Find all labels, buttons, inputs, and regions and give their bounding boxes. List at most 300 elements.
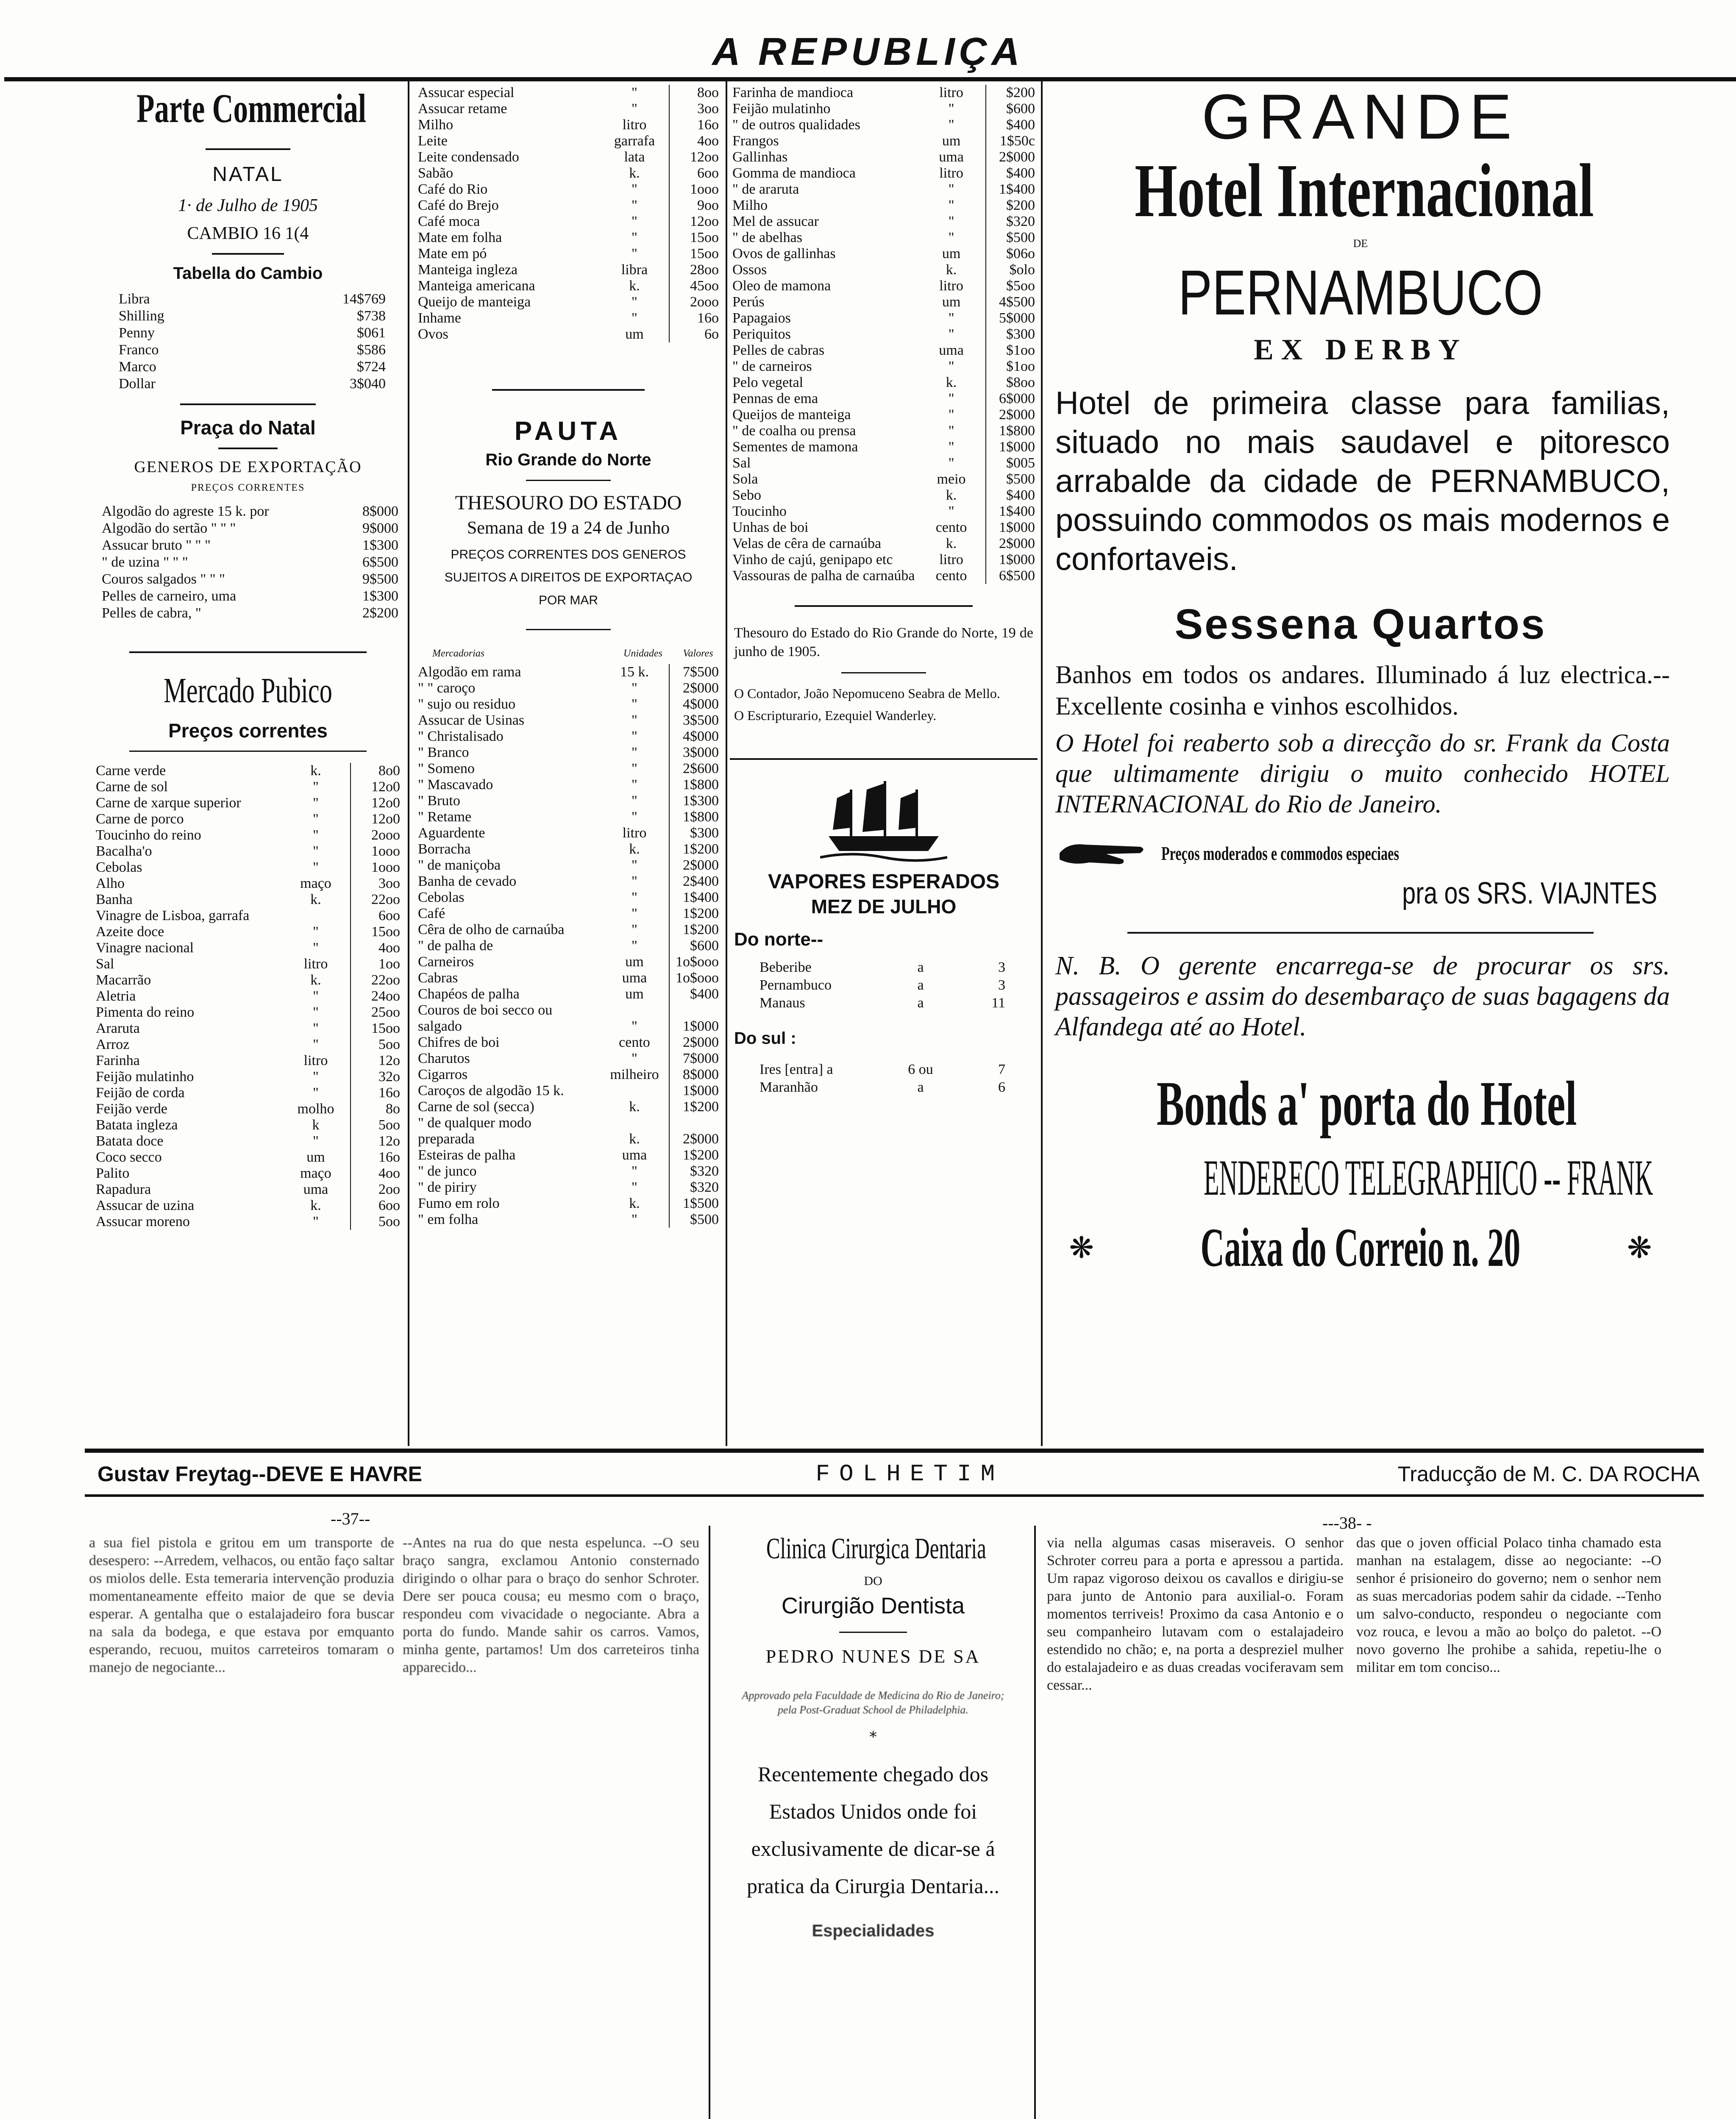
item-price: 1o$ooo bbox=[669, 970, 721, 986]
item-name: Farinha de mandioca bbox=[732, 85, 854, 100]
item-price: $320 bbox=[986, 214, 1038, 230]
table-row bbox=[93, 1214, 403, 1230]
divider bbox=[218, 448, 278, 449]
item-name: " Mascavado bbox=[418, 777, 493, 793]
item-name: Assucar retame bbox=[418, 101, 507, 117]
pauta-subtitle: Rio Grande do Norte bbox=[485, 450, 651, 469]
item-unit: " bbox=[632, 230, 637, 245]
table-row bbox=[730, 230, 1038, 246]
dentist-credentials: Approvado pela Faculdade de Medicina do Rio de Janeiro; pela Post-Graduat School de Philadelphia. bbox=[742, 1689, 1004, 1716]
item-price: 16o bbox=[669, 310, 721, 326]
item-unit: " bbox=[632, 246, 637, 261]
item-price: 1$200 bbox=[669, 841, 721, 857]
item-price: 4oo bbox=[351, 940, 403, 956]
item-unit: " bbox=[948, 310, 954, 326]
table-row bbox=[730, 536, 1038, 552]
item-unit: um bbox=[625, 986, 644, 1002]
table-row bbox=[93, 1037, 403, 1053]
table-row bbox=[415, 1212, 721, 1228]
item-unit: " bbox=[632, 696, 637, 712]
table-row bbox=[415, 745, 721, 761]
page-number: ---38- - bbox=[1322, 1513, 1372, 1532]
table-row bbox=[730, 471, 1038, 487]
item-unit: " bbox=[948, 391, 954, 406]
section-title: Parte Commercial bbox=[136, 86, 367, 131]
hotel-rooms: Sessena Quartos bbox=[1174, 601, 1547, 648]
column-rule bbox=[709, 1526, 710, 2119]
week-label: Semana de 19 a 24 de Junho bbox=[467, 518, 670, 538]
table-row bbox=[93, 956, 403, 972]
item-price: 2$000 bbox=[669, 1034, 721, 1051]
table-row bbox=[415, 1099, 721, 1115]
item-price: 12oo bbox=[669, 149, 721, 165]
item-name: Carne de sol bbox=[96, 779, 168, 795]
item-unit: " bbox=[632, 777, 637, 793]
item-unit: " bbox=[313, 827, 319, 843]
item-name: Cebolas bbox=[418, 890, 465, 905]
item-name: " de abelhas bbox=[732, 230, 802, 245]
item-price: 6o bbox=[669, 326, 721, 342]
table-row bbox=[730, 85, 1038, 101]
item-name: Azeite doce bbox=[96, 924, 164, 940]
item-price: 5oo bbox=[351, 1214, 403, 1230]
table-row bbox=[415, 696, 721, 712]
vapores-title: VAPORES ESPERADOS bbox=[768, 870, 999, 893]
item-unit: " bbox=[948, 359, 954, 374]
item-unit: k. bbox=[629, 1099, 640, 1115]
table-row bbox=[93, 1101, 403, 1117]
table-row bbox=[93, 859, 403, 876]
ship-day: 11 bbox=[991, 995, 1005, 1011]
item-name: Assucar bruto " " " bbox=[102, 537, 211, 553]
item-unit: um bbox=[306, 1149, 325, 1165]
table-row bbox=[415, 873, 721, 890]
pointing-hand-icon bbox=[1055, 836, 1149, 870]
item-name: " de palha de bbox=[418, 938, 493, 954]
item-price: 12o bbox=[351, 1053, 403, 1069]
item-name: Charutos bbox=[418, 1051, 470, 1066]
item-name: Mate em pó bbox=[418, 246, 487, 261]
item-price: 16o bbox=[351, 1085, 403, 1101]
item-price: 1$800 bbox=[669, 809, 721, 825]
ship-connector: 6 ou bbox=[908, 1062, 933, 1077]
table-row bbox=[415, 1034, 721, 1051]
item-unit: um bbox=[625, 326, 644, 342]
table-row bbox=[93, 1004, 403, 1021]
item-price: 2$000 bbox=[986, 149, 1038, 165]
item-price: 1$000 bbox=[986, 552, 1038, 568]
table-row bbox=[415, 262, 721, 278]
list-item bbox=[102, 537, 398, 554]
item-unit: um bbox=[942, 294, 961, 310]
item-unit: " bbox=[948, 407, 954, 423]
item-price: $1oo bbox=[986, 342, 1038, 359]
table-row bbox=[93, 795, 403, 811]
item-unit: " bbox=[313, 1004, 319, 1020]
item-price: 22oo bbox=[351, 892, 403, 908]
item-unit: k. bbox=[629, 1131, 640, 1147]
item-price: $600 bbox=[669, 938, 721, 954]
item-price: 12o0 bbox=[351, 811, 403, 827]
item-name: Leite bbox=[418, 133, 448, 149]
item-price: $300 bbox=[669, 825, 721, 841]
item-name: Inhame bbox=[418, 310, 461, 326]
item-price: 16o bbox=[351, 1149, 403, 1165]
item-name: " de uzina " " " bbox=[102, 554, 188, 570]
list-item bbox=[119, 308, 386, 325]
ship-name: Pernambuco bbox=[760, 977, 832, 993]
table-row bbox=[415, 165, 721, 181]
table-row bbox=[93, 892, 403, 908]
item-price: 1$000 bbox=[669, 1018, 721, 1034]
item-unit: " bbox=[632, 197, 637, 213]
item-unit: um bbox=[942, 133, 961, 149]
list-item bbox=[119, 291, 386, 308]
item-unit: k. bbox=[629, 1196, 640, 1211]
ornament-icon: ❋ bbox=[1627, 1232, 1652, 1265]
item-name: Palito bbox=[96, 1165, 130, 1181]
item-unit: " bbox=[948, 439, 954, 455]
item-unit: k. bbox=[629, 278, 640, 294]
item-value: $586 bbox=[357, 342, 386, 358]
ship-connector: a bbox=[917, 959, 924, 975]
item-name: Milho bbox=[732, 197, 768, 213]
table-row bbox=[415, 1179, 721, 1196]
table-row bbox=[730, 342, 1038, 359]
item-name: Feijão verde bbox=[96, 1101, 167, 1117]
table-row bbox=[93, 1069, 403, 1085]
item-value: $061 bbox=[357, 325, 386, 341]
item-name: Mel de assucar bbox=[732, 214, 819, 229]
item-name: Queijos de manteiga bbox=[732, 407, 851, 423]
table-row bbox=[415, 1147, 721, 1163]
item-name: Vinho de cajú, genipapo etc bbox=[732, 552, 893, 567]
item-price: $400 bbox=[986, 165, 1038, 181]
item-price: 6$500 bbox=[986, 568, 1038, 584]
item-price: 24oo bbox=[351, 988, 403, 1004]
item-name: Assucar de Usinas bbox=[418, 712, 525, 728]
hotel-reopened: O Hotel foi reaberto sob a direcção do sr. Frank da Costa que ultimamente dirigiu o muito conhecido HOTEL INTERNACIONAL do Rio de Janeiro. bbox=[1055, 729, 1670, 818]
item-unit: " bbox=[948, 503, 954, 519]
item-unit: " bbox=[632, 857, 637, 873]
table-row bbox=[730, 181, 1038, 197]
clinic-do: DO bbox=[864, 1574, 882, 1588]
item-unit: litro bbox=[303, 1053, 328, 1068]
item-price: 22oo bbox=[351, 972, 403, 988]
item-name: Cabras bbox=[418, 970, 458, 986]
item-name: Aguardente bbox=[418, 825, 485, 841]
item-unit: " bbox=[948, 181, 954, 197]
item-price: $400 bbox=[669, 986, 721, 1002]
table-row bbox=[415, 149, 721, 165]
table-row bbox=[93, 763, 403, 779]
ornament-icon: ❋ bbox=[1069, 1232, 1094, 1265]
table-row bbox=[730, 391, 1038, 407]
item-unit: k bbox=[312, 1117, 320, 1133]
item-unit: " bbox=[632, 729, 637, 744]
list-item bbox=[102, 554, 398, 571]
item-name: Milho bbox=[418, 117, 453, 133]
item-name: Banha de cevado bbox=[418, 873, 517, 889]
item-unit: libra bbox=[621, 262, 648, 278]
table-row bbox=[415, 825, 721, 841]
item-name: Vinagre nacional bbox=[96, 940, 194, 956]
item-name: Aletria bbox=[96, 988, 136, 1004]
table-row bbox=[93, 1182, 403, 1198]
cambio-label: CAMBIO 16 1(4 bbox=[187, 224, 309, 243]
item-name: Arroz bbox=[96, 1037, 130, 1052]
item-name: Borracha bbox=[418, 841, 471, 857]
item-price: 4$000 bbox=[669, 729, 721, 745]
item-name: Sabão bbox=[418, 165, 453, 181]
item-name: Carne de porco bbox=[96, 811, 184, 827]
item-unit: " bbox=[632, 680, 637, 696]
item-name: Couros de boi secco ou bbox=[418, 1002, 553, 1018]
table-row bbox=[730, 294, 1038, 310]
item-price: 1ooo bbox=[669, 181, 721, 197]
item-unit: " bbox=[313, 1133, 319, 1149]
item-unit: " bbox=[313, 1214, 319, 1229]
item-unit: litro bbox=[939, 552, 963, 567]
item-unit: um bbox=[625, 954, 644, 970]
ship-name: Beberibe bbox=[760, 959, 812, 975]
divider bbox=[129, 751, 367, 752]
list-item bbox=[760, 976, 1038, 994]
divider bbox=[206, 148, 290, 150]
table-row bbox=[93, 972, 403, 988]
item-name: Papagaios bbox=[732, 310, 791, 326]
mercado-subtitle: Preços correntes bbox=[168, 720, 328, 742]
item-value: 9$000 bbox=[362, 520, 398, 536]
dentist-recent: Recentemente chegado dos Estados Unidos onde foi exclusivamente de dicar-se á pratica da Cirurgia Dentaria... bbox=[746, 1762, 1000, 1898]
item-unit: k. bbox=[310, 1198, 321, 1213]
table-row bbox=[93, 1149, 403, 1165]
item-name: Ossos bbox=[732, 262, 767, 278]
item-price: 2$000 bbox=[669, 1131, 721, 1147]
item-unit: garrafa bbox=[614, 133, 655, 149]
hotel-de: DE bbox=[1353, 237, 1368, 250]
item-name: Assucar especial bbox=[418, 85, 515, 100]
item-unit: cento bbox=[619, 1034, 650, 1050]
item-price: 15oo bbox=[669, 246, 721, 262]
item-value: 1$300 bbox=[362, 588, 398, 604]
item-name: " Someno bbox=[418, 761, 475, 776]
item-unit: " bbox=[313, 924, 319, 940]
divider bbox=[492, 389, 645, 391]
item-name: " Bruto bbox=[418, 793, 460, 809]
item-price: 2oo bbox=[351, 1182, 403, 1198]
item-name: Toucinho bbox=[732, 503, 787, 519]
story-column: --Antes na rua do que nesta espelunca. --O seu braço sangra, exclamou Antonio consternado dirigindo o olhar para o braço do senhor Schroter. Dere ser pouca cousa; eu mesmo com o braço, respondeu com vivacidade o negociante. Abra a porta do fundo. Mande sahir os carros. Vamos, minha gente, partamos! Um dos carreteiros tinha apparecido... bbox=[403, 1535, 699, 1675]
item-price: 25oo bbox=[351, 1004, 403, 1021]
item-price: 15oo bbox=[351, 924, 403, 940]
column-rule bbox=[408, 81, 409, 1446]
item-name: Pennas de ema bbox=[732, 391, 818, 406]
item-unit: " bbox=[313, 940, 319, 956]
folhetim-translator: Traducção de M. C. DA ROCHA bbox=[1397, 1462, 1700, 1486]
item-price: 5oo bbox=[351, 1037, 403, 1053]
item-name: Gallinhas bbox=[732, 149, 788, 165]
table-row bbox=[93, 843, 403, 859]
hotel-nb: N. B. O gerente encarrega-se de procurar os srs. passageiros e assim do desembaraço de suas bagagens da Alfandega até ao Hotel. bbox=[1055, 951, 1670, 1041]
item-value: 14$769 bbox=[342, 291, 386, 307]
table-row bbox=[93, 1085, 403, 1101]
header-item: Mercadorias bbox=[432, 648, 485, 659]
item-name: Fumo em rolo bbox=[418, 1196, 500, 1211]
dentist-name: PEDRO NUNES DE SA bbox=[765, 1646, 981, 1667]
item-price: 6oo bbox=[669, 165, 721, 181]
item-price: 3oo bbox=[351, 876, 403, 892]
item-name: Carne de sol (secca) bbox=[418, 1099, 534, 1115]
item-price: 1ooo bbox=[351, 859, 403, 876]
table-row bbox=[730, 149, 1038, 165]
list-item bbox=[102, 571, 398, 588]
table-row bbox=[415, 246, 721, 262]
table-row bbox=[415, 1163, 721, 1179]
item-name: Gomma de mandioca bbox=[732, 165, 856, 181]
item-name: Cebolas bbox=[96, 859, 142, 875]
table-row bbox=[730, 278, 1038, 294]
story-column: via nella algumas casas miseraveis. O senhor Schroter correu para a porta e apressou a partida. Um rapaz vigoroso deixou os cavallos e dirigiu-se para junto de Antonio para auxilial-o. Foram momentos terriveis! Proximo da casa Antonio e o seu companheiro lutavam com o estalajadeiro estendido no chão; e, na porta a despreziel mulher do estalajadeiro e as duas creadas vociferavam sem cessar... bbox=[1047, 1535, 1344, 1693]
table-row bbox=[415, 986, 721, 1002]
item-name: " sujo ou residuo bbox=[418, 696, 516, 712]
item-unit: " bbox=[632, 310, 637, 326]
item-unit bbox=[600, 1083, 669, 1099]
divider-mark: ∗ bbox=[868, 1727, 878, 1742]
hotel-name: Hotel Internacional bbox=[1135, 148, 1594, 233]
item-name: salgado bbox=[418, 1018, 462, 1034]
item-unit: " bbox=[632, 890, 637, 905]
item-price: $500 bbox=[986, 471, 1038, 487]
item-unit: 15 k. bbox=[620, 664, 649, 680]
item-price: 1$50c bbox=[986, 133, 1038, 149]
table-row bbox=[730, 262, 1038, 278]
item-name: " Christalisado bbox=[418, 729, 504, 744]
item-name: Coco secco bbox=[96, 1149, 162, 1165]
dentist-specialties: Especialidades bbox=[812, 1922, 935, 1940]
prices-label: PREÇOS CORRENTES bbox=[191, 482, 305, 493]
divider bbox=[841, 672, 926, 673]
table-row bbox=[415, 230, 721, 246]
table-row bbox=[415, 1067, 721, 1083]
item-name: Farinha bbox=[96, 1053, 140, 1068]
item-price: $320 bbox=[669, 1163, 721, 1179]
item-name: Sementes de mamona bbox=[732, 439, 858, 455]
item-price: 1$400 bbox=[986, 181, 1038, 197]
item-price: 9oo bbox=[669, 197, 721, 214]
table-row bbox=[730, 197, 1038, 214]
ship-name: Manaus bbox=[760, 995, 805, 1011]
treasury-title: THESOURO DO ESTADO bbox=[455, 492, 682, 514]
section-rule bbox=[85, 1449, 1704, 1453]
item-price: 15oo bbox=[669, 230, 721, 246]
folhetim-author: Gustav Freytag--DEVE E HAVRE bbox=[97, 1462, 422, 1486]
table-row bbox=[730, 455, 1038, 471]
item-unit: " bbox=[632, 938, 637, 954]
city-label: NATAL bbox=[212, 163, 284, 186]
table-row bbox=[415, 890, 721, 906]
item-unit: k. bbox=[946, 536, 957, 551]
table-row bbox=[415, 310, 721, 326]
list-item bbox=[102, 520, 398, 537]
item-price: 1o$ooo bbox=[669, 954, 721, 970]
item-name: " de piriry bbox=[418, 1179, 477, 1195]
item-name: Algodão em rama bbox=[418, 664, 521, 680]
column-rule bbox=[726, 81, 727, 1446]
item-name: " em folha bbox=[418, 1212, 479, 1227]
item-name: Manteiga americana bbox=[418, 278, 535, 294]
hotel-description: Hotel de primeira classe para familias, situado no mais saudavel e pitoresco arrabalde da cidade de PERNAMBUCO, possuindo commodos os mais modernos e confortaveis. bbox=[1055, 385, 1670, 577]
item-name: Leite condensado bbox=[418, 149, 519, 165]
item-unit: k. bbox=[629, 841, 640, 857]
list-item bbox=[119, 359, 386, 375]
item-value: 6$500 bbox=[362, 554, 398, 570]
south-list bbox=[760, 1061, 1038, 1096]
treasury-note: Thesouro do Estado do Rio Grande do Norte, 19 de junho de 1905. bbox=[734, 625, 1033, 659]
item-name: Ovos de gallinhas bbox=[732, 246, 836, 261]
item-unit: " bbox=[948, 117, 954, 133]
item-price bbox=[669, 1002, 721, 1018]
hotel-grande: GRANDE bbox=[1202, 85, 1519, 152]
item-unit: " bbox=[313, 1069, 319, 1085]
table-row bbox=[93, 1165, 403, 1182]
list-item bbox=[760, 1061, 1038, 1079]
item-name: Araruta bbox=[96, 1021, 140, 1036]
item-unit: k. bbox=[946, 262, 957, 278]
item-unit: " bbox=[313, 859, 319, 875]
mercado-title: Mercado Pubico bbox=[163, 671, 333, 710]
item-price: 8o0 bbox=[351, 763, 403, 779]
item-unit: " bbox=[948, 101, 954, 117]
item-price: 6oo bbox=[351, 1198, 403, 1214]
item-name: " Retame bbox=[418, 809, 472, 825]
table-row bbox=[730, 326, 1038, 342]
item-unit: cento bbox=[935, 568, 967, 584]
item-unit: k. bbox=[310, 763, 321, 779]
item-unit: " bbox=[948, 423, 954, 439]
ship-day: 3 bbox=[998, 959, 1005, 975]
item-price: 3$000 bbox=[669, 745, 721, 761]
item-price: 2$000 bbox=[986, 536, 1038, 552]
item-name: Alho bbox=[96, 876, 125, 891]
item-unit bbox=[281, 908, 351, 924]
item-unit: litro bbox=[622, 825, 647, 841]
steamship-icon bbox=[820, 773, 947, 866]
exchange-list bbox=[119, 291, 386, 392]
table-row bbox=[415, 729, 721, 745]
item-unit: litro bbox=[939, 278, 963, 294]
list-item bbox=[119, 325, 386, 342]
folhetim-title: FOLHETIM bbox=[815, 1460, 1004, 1488]
item-price: 2$000 bbox=[669, 680, 721, 696]
item-name: Café do Brejo bbox=[418, 197, 499, 213]
item-unit: " bbox=[632, 214, 637, 229]
header-unit: Unidades bbox=[623, 648, 662, 659]
item-price: 12o0 bbox=[351, 795, 403, 811]
item-unit: k. bbox=[946, 375, 957, 390]
ship-name: Ires [entra] a bbox=[760, 1062, 833, 1077]
item-price: 15oo bbox=[351, 1021, 403, 1037]
item-price: 4oo bbox=[669, 133, 721, 149]
item-value: 2$200 bbox=[362, 605, 398, 621]
item-name: Pelles de carneiro, uma bbox=[102, 588, 236, 604]
hotel-ex-derby: EX DERBY bbox=[1254, 334, 1467, 366]
item-unit: " bbox=[313, 811, 319, 827]
section-rule bbox=[85, 1494, 1704, 1497]
third-column bbox=[730, 85, 1038, 1441]
item-price: 4oo bbox=[351, 1165, 403, 1182]
item-unit: " bbox=[632, 101, 637, 117]
